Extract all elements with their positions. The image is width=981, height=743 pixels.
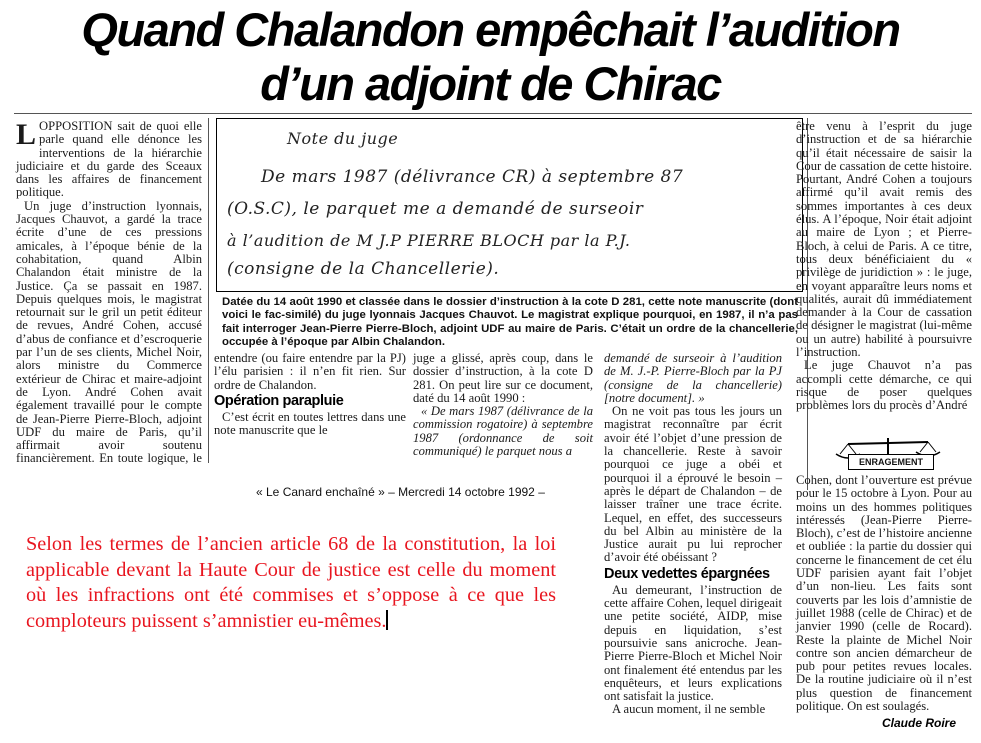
column-3-quote: « De mars 1987 (délivrance de la commission rogatoire) à septembre 1987 (ordonnance de soit communiqué) le parquet nous a [413, 404, 593, 459]
column-2-paragraph-1: entendre (ou faire entendre par la PJ) l’élu parisien : il n’en fit rien. Sur ordre de Chalandon. [214, 351, 406, 392]
subhead-operation-parapluie: Opération parapluie [214, 392, 344, 409]
author-signature: Claude Roire [882, 716, 957, 730]
column-2-paragraph-2: C’est écrit en toutes lettres dans une note manuscrite que le [214, 409, 406, 438]
note-line-1: De mars 1987 (délivrance CR) à septembre 87 [261, 167, 684, 187]
article-column-1 [16, 120, 202, 479]
drop-cap: L [16, 118, 37, 151]
note-line-2: (O.S.C), le parquet me a demandé de surseoir [227, 199, 644, 219]
stamp-label: ENRAGEMENT [848, 454, 934, 470]
column-5-paragraph-3: Cohen, dont l’ouverture est prévue pour le 15 octobre à Lyon. Pour au moins un des hommes politiques intéressés (Jean-Pierre Pierre-Bloch), c’est de l’histoire ancienne et oubliée : la partie du dossier qui concerne le financement de cet élu UDF parisien ayant fait l’objet d’un non-lieu. Les faits sont couverts par les lois d’amnistie de juillet 1988 (celle de Chirac) et de janvier 1990 (celle de Rocard). Reste la plainte de Michel Noir contre son ancien démarcheur de pub pour petites revues locales. De la routine judiciaire où il n’est plus question de financement politique. On est soulagés. [796, 473, 972, 714]
column-1-paragraph: Un juge d’instruction lyonnais, Jacques Chauvot, a gardé la trace écrite d’une de ces pressions amicales, à l’époque bénie de la cohabitation, quand Albin Chalandon était ministre de la Justice. Ça se passait en 1987. Depuis quelques mois, le magistrat retournait sur le gril un petit éditeur de revues, André Cohen, accusé d’abus de confiance et d’escroquerie par l’un de ses clients, Michel Noir, alors ministre du Commerce extérieur de Chirac et maire-adjoint de Lyon. André Cohen avait également travaillé pour le compte de Jean-Pierre Pierre-Bloch, adjoint UDF du maire de Paris, qu’il affirmait avoir soutenu financièrement. En toute logique, le [16, 198, 202, 466]
headline-line-1: Quand Chalandon empêchait l’audition [81, 3, 900, 56]
note-line-4: (consigne de la Chancellerie). [227, 259, 500, 279]
column-4-quote: demandé de surseoir à l’audition de M. J.-P. Pierre-Bloch par la PJ (consigne de la chancellerie) [notre document]. » [604, 351, 782, 405]
handwritten-note-facsimile [216, 118, 803, 292]
text-cursor [386, 610, 388, 630]
headline-line-2: d’un adjoint de Chirac [260, 57, 721, 110]
note-line-3: à l’audition de M J.P PIERRE BLOCH par la P.J. [227, 231, 631, 250]
column-5-paragraph-1: être venu à l’esprit du juge d’instruction et de sa hiérarchie qu’il était nécessaire de saisir la Cour de cassation de cette histoire. Pourtant, André Cohen a toujours affirmé qu’il avait remis des sommes importantes à ces deux élus. A l’époque, Noir était adjoint au maire de Lyon ; et Pierre-Bloch, à celui de Paris. A ce titre, tous deux bénéficiaient du « privilège de juridiction » : le juge, en voyant apparaître leurs noms et qualités, aurait dû immédiatement demander à la Cour de cassation de désigner le magistrat (lui-même ou un autre) habilité à poursuivre l’instruction. [796, 119, 972, 360]
column-5-paragraph-2: Le juge Chauvot n’a pas accompli cette démarche, ce qui risque de poser quelques problèmes lors du procès d’André [796, 358, 972, 413]
column-4-paragraph-1: On ne voit pas tous les jours un magistrat reconnaître par écrit avoir été l’objet d’une pression de la chancellerie. Reste à savoir pourquoi ce juge a obéi et pourquoi il a éprouvé le besoin – après le départ de Chalandon – de laisser traîner une trace écrite. Lequel, en effet, des successeurs du bel Albin au ministère de la Justice aurait pu lui reprocher d’avoir été obéissant ? [604, 404, 782, 565]
column-4-paragraph-3: A aucun moment, il ne semble [612, 702, 766, 717]
note-caption: Datée du 14 août 1990 et classée dans le dossier d’instruction à la cote D 281, cette note manuscrite (dont voici le fac-similé) du juge lyonnais Jacques Chauvot. Le magistrat explique pourquoi, en 1987, il n’a pas fait interroger Jean-Pierre Pierre-Bloch, adjoint UDF au maire de Paris. C’était un ordre de la chancellerie, occupée à l’époque par Albin Chalandon. [222, 296, 798, 349]
subhead-deux-vedettes: Deux vedettes épargnées [604, 565, 770, 582]
newspaper-footer: « Le Canard enchaîné » – Mercredi 14 octobre 1992 – [256, 485, 545, 499]
article-column-3 [413, 352, 593, 458]
column-4-paragraph-2: Au demeurant, l’instruction de cette affaire Cohen, lequel dirigeait une petite société, AIDP, mise depuis en liquidation, s’est poursuivie sans anicroche. Jean-Pierre Pierre-Bloch et Michel Noir ont finalement été entendus par les enquêteurs, et leurs explications ont satisfait la justice. [604, 582, 782, 704]
article-column-5 [796, 120, 972, 413]
column-rule-1 [208, 118, 209, 463]
lead-paragraph: LOPPOSITION sait de quoi elle parle quand elle dénonce les interventions de la hiérarchie judiciaire et du garde des Sceaux dans les affaires de financement politique. [16, 118, 202, 200]
article-column-4 [604, 352, 782, 717]
top-rule [14, 113, 972, 114]
note-title: Note du juge [287, 129, 399, 148]
red-annotation-text[interactable]: Selon les termes de l’ancien article 68 de la constitution, la loi applicable devant la Haute Cour de justice est celle du moment où les infractions ont été commises et s’oppose à ce que les comploteurs puissent s’amnistier eu-mêmes. [26, 533, 556, 632]
article-column-2 [214, 352, 406, 437]
column-3-paragraph-1: juge a glissé, après coup, dans le dossier d’instruction, à la cote D 281. On peut lire sur ce document, daté du 14 août 1990 : [413, 351, 593, 405]
article-column-5-continued [796, 474, 972, 713]
